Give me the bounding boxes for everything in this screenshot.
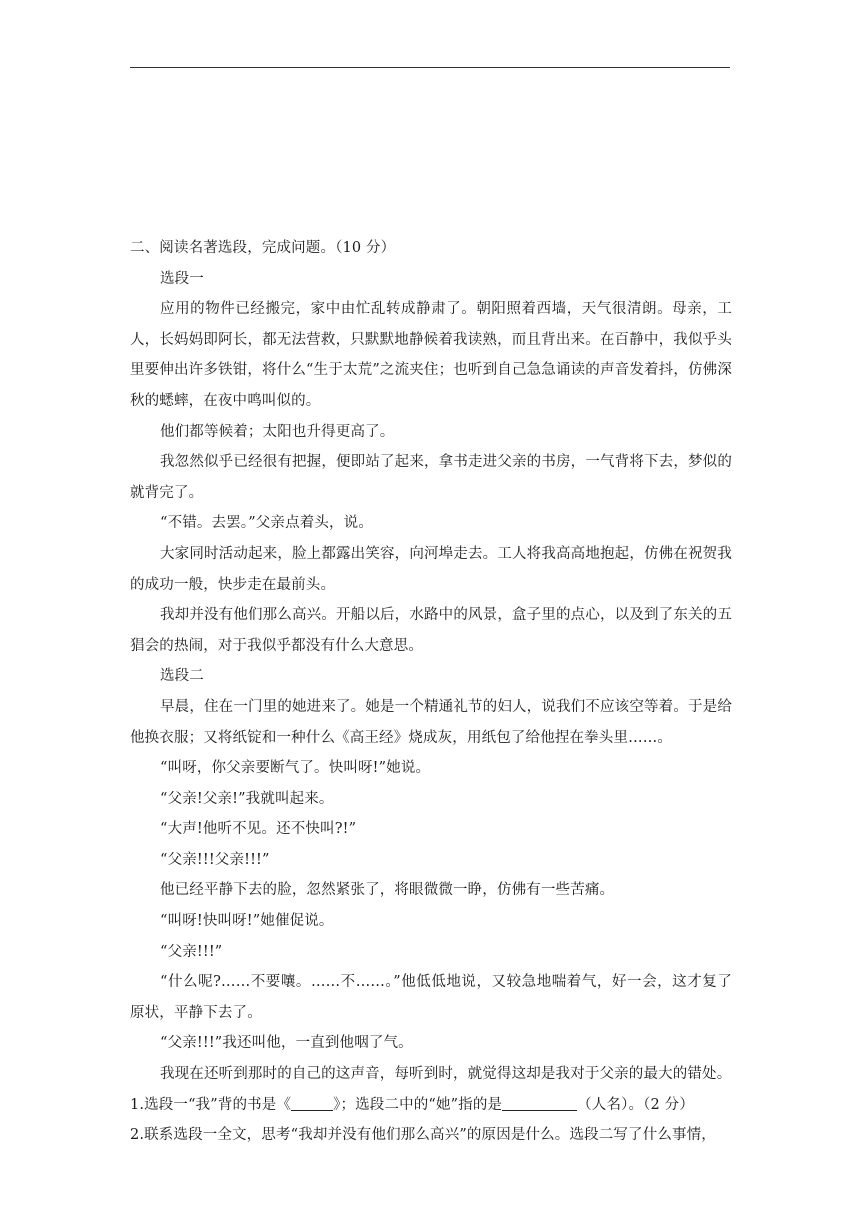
excerpt-one-paragraph: 我却并没有他们那么高兴。开船以后，水路中的风景，盒子里的点心，以及到了东关的五猖会的热闹，对于我似乎都没有什么大意思。 (130, 607, 732, 654)
excerpt-two-paragraph: 早晨，住在一门里的她进来了。她是一个精通礼节的妇人，说我们不应该空等着。于是给他换衣服；又将纸锭和一种什么《高王经》烧成灰，用纸包了给他捏在拳头里……。 (130, 698, 732, 746)
header-rule (130, 67, 730, 68)
excerpt-two-paragraph: “叫呀!快叫呀!”她催促说。 (160, 913, 334, 930)
question-2: 2.联系选段一全文，思考“我却并没有他们那么高兴”的原因是什么。选段二写了什么事情， (130, 1127, 716, 1144)
excerpt-two-paragraph: “叫呀，你父亲要断气了。快叫呀!”她说。 (160, 760, 431, 777)
excerpt-one-paragraph: 我忽然似乎已经很有把握，便即站了起来，拿书走进父亲的书房，一气背将下去，梦似的就背完了。 (130, 454, 732, 501)
excerpt-one-paragraph: 他们都等候着；太阳也升得更高了。 (160, 423, 395, 440)
question-1-text-c: （人名）。（2 分） (577, 1096, 694, 1113)
excerpt-two-paragraph: “什么呢?……不要嚷。……不……。”他低低地说，又较急地喘着气，好一会，这才复了原状，平静下去了。 (130, 974, 732, 1021)
excerpt-two-paragraph: “父亲!!!”我还叫他，一直到他咽了气。 (160, 1035, 413, 1052)
excerpt-one-paragraph: “不错。去罢。”父亲点着头，说。 (160, 515, 373, 532)
excerpt-two-paragraph: “大声!他听不见。还不快叫?!” (160, 821, 357, 838)
excerpt-one-paragraph: 大家同时活动起来，脸上都露出笑容，向河埠走去。工人将我高高地抱起，仿佛在祝贺我的成功一般，快步走在最前头。 (130, 545, 732, 593)
excerpt-two-label: 选段二 (160, 668, 204, 685)
question-1 (130, 1090, 732, 1121)
section-heading: 二、阅读名著选段，完成问题。（10 分） (130, 240, 396, 256)
excerpt-one-label: 选段一 (160, 270, 204, 287)
question-1-text-b: 》；选段二中的“她”指的是 (333, 1096, 503, 1113)
excerpt-two-paragraph: “父亲!!!父亲!!!” (160, 851, 270, 868)
excerpt-two-paragraph: “父亲!父亲!”我就叫起来。 (160, 790, 334, 807)
answer-blank-name[interactable] (502, 1094, 577, 1111)
excerpt-one-paragraph: 应用的物件已经搬完，家中由忙乱转成静肃了。朝阳照着西墙，天气很清朗。母亲，工人，长妈妈即阿长，都无法营救，只默默地静候着我读熟，而且背出来。在百静中，我似乎头里要伸出许多铁钳，将什么“生于太荒”之流夹住；也听到自己急急诵读的声音发着抖，仿佛深秋的蟋蟀，在夜中鸣叫似的。 (130, 301, 732, 409)
excerpt-two-paragraph: “父亲!!!” (160, 943, 223, 960)
answer-blank-book[interactable] (291, 1094, 333, 1111)
reading-section (130, 233, 732, 1151)
excerpt-two-paragraph: 我现在还听到那时的自己的这声音，每听到时，就觉得这却是我对于父亲的最大的错处。 (160, 1066, 732, 1083)
excerpt-two-paragraph: 他已经平静下去的脸，忽然紧张了，将眼微微一睁，仿佛有一些苦痛。 (160, 882, 615, 899)
question-1-text-a: 1.选段一“我”背的书是《 (130, 1096, 292, 1113)
